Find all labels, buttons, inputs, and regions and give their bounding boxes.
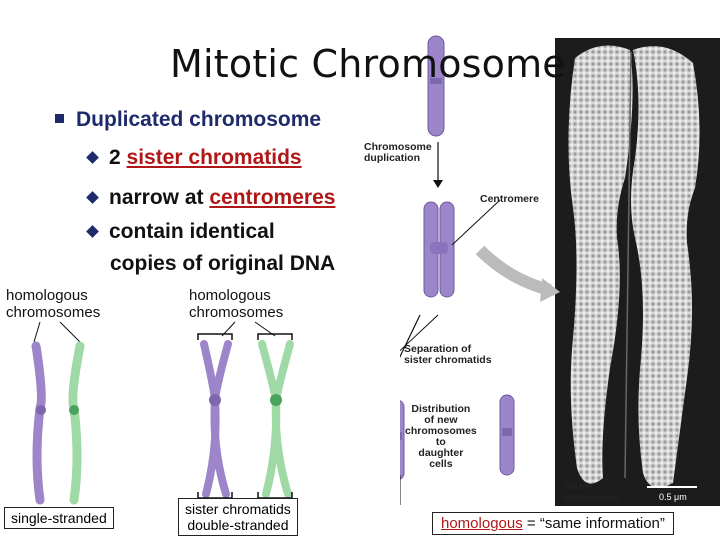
term-link[interactable]: sister chromatids xyxy=(126,146,302,169)
sub-bullet-3 xyxy=(88,220,275,244)
definition-text: = “same information” xyxy=(522,515,665,532)
sub-bullet-text: narrow at xyxy=(109,186,210,209)
sub-bullet-1 xyxy=(88,146,302,170)
term-link[interactable]: centromeres xyxy=(209,186,336,209)
diamond-bullet-icon xyxy=(86,151,99,164)
diamond-bullet-icon xyxy=(86,225,99,238)
diamond-bullet-icon xyxy=(86,191,99,204)
distribution-label: Distribution of new chromosomes to daughter cells xyxy=(405,403,477,470)
scale-bar-label: 0.5 μm xyxy=(659,492,687,502)
homologous-label-right: homologous chromosomes xyxy=(189,287,284,321)
sister-chromatids-label: Sister chromatids xyxy=(563,481,620,504)
main-bullet xyxy=(55,108,321,132)
homologous-chromosomes-diagram xyxy=(0,318,360,508)
separation-label: Separation of sister chromatids xyxy=(404,343,492,366)
sub-bullet-text: contain identical xyxy=(109,220,275,243)
double-stranded-label xyxy=(178,498,298,536)
slide-title: Mitotic Chromosome xyxy=(170,42,566,86)
sister-chromatids-text: sister chromatids xyxy=(185,501,291,517)
chromosome-micrograph xyxy=(555,38,720,506)
centromere-label: Centromere xyxy=(480,193,539,205)
sub-bullet-2 xyxy=(88,186,335,210)
sub-bullet-3-continuation: copies of original DNA xyxy=(110,252,336,275)
homologous-definition xyxy=(432,512,674,535)
square-bullet-icon xyxy=(55,114,64,123)
main-bullet-text: Duplicated chromosome xyxy=(76,108,322,131)
homologous-term-link[interactable]: homologous xyxy=(441,515,523,532)
sub-bullet-text: 2 xyxy=(109,146,127,169)
duplication-label: Chromosome duplication xyxy=(364,141,432,164)
homologous-label-left: homologous chromosomes xyxy=(6,287,101,321)
double-stranded-text: double-stranded xyxy=(187,517,289,533)
single-stranded-label: single-stranded xyxy=(4,507,114,529)
